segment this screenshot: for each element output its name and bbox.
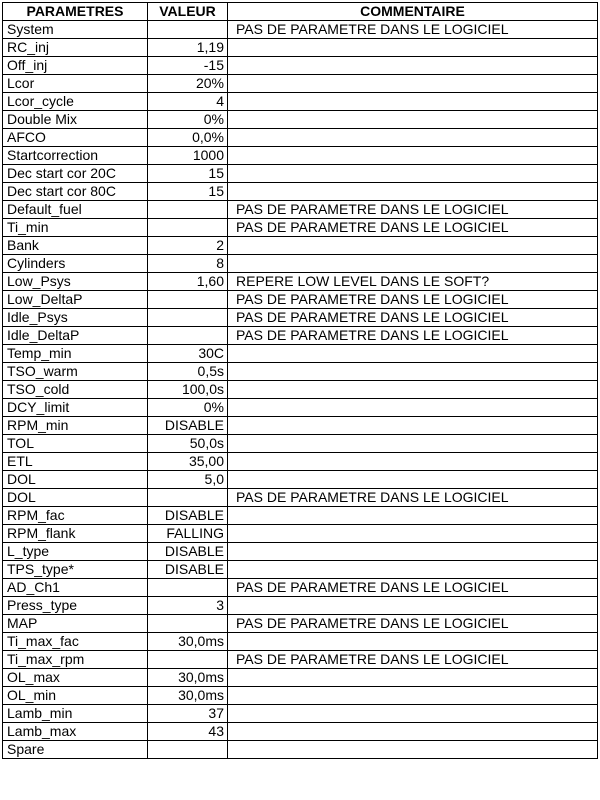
parameter-cell: AFCO	[3, 129, 148, 147]
value-cell	[148, 651, 228, 669]
parameter-cell: Double Mix	[3, 111, 148, 129]
value-cell: 20%	[148, 75, 228, 93]
comment-cell: PAS DE PARAMETRE DANS LE LOGICIEL	[228, 291, 598, 309]
value-cell	[148, 579, 228, 597]
header-commentaire: COMMENTAIRE	[228, 3, 598, 21]
parameter-cell: DOL	[3, 489, 148, 507]
value-cell: 30,0ms	[148, 669, 228, 687]
value-cell: -15	[148, 57, 228, 75]
parameter-cell: Press_type	[3, 597, 148, 615]
parameter-cell: Idle_DeltaP	[3, 327, 148, 345]
table-row	[3, 687, 598, 705]
comment-cell	[228, 723, 598, 741]
parameter-cell: OL_max	[3, 669, 148, 687]
value-cell	[148, 219, 228, 237]
comment-cell	[228, 75, 598, 93]
value-cell: 2	[148, 237, 228, 255]
table-row	[3, 273, 598, 291]
parameter-cell: Lamb_max	[3, 723, 148, 741]
table-row	[3, 633, 598, 651]
table-row	[3, 21, 598, 39]
comment-cell	[228, 417, 598, 435]
parameter-cell: Ti_max_rpm	[3, 651, 148, 669]
comment-cell	[228, 597, 598, 615]
value-cell: 1,60	[148, 273, 228, 291]
table-row	[3, 597, 598, 615]
comment-cell	[228, 507, 598, 525]
value-cell: 0,0%	[148, 129, 228, 147]
parameter-cell: DCY_limit	[3, 399, 148, 417]
parameter-cell: Low_DeltaP	[3, 291, 148, 309]
value-cell	[148, 327, 228, 345]
table-row	[3, 435, 598, 453]
value-cell: 3	[148, 597, 228, 615]
value-cell: 1,19	[148, 39, 228, 57]
comment-cell	[228, 453, 598, 471]
table-row	[3, 453, 598, 471]
value-cell: DISABLE	[148, 417, 228, 435]
value-cell: 30,0ms	[148, 687, 228, 705]
comment-cell: PAS DE PARAMETRE DANS LE LOGICIEL	[228, 489, 598, 507]
parameter-cell: RPM_fac	[3, 507, 148, 525]
parameter-cell: Cylinders	[3, 255, 148, 273]
comment-cell	[228, 165, 598, 183]
parameter-cell: Ti_max_fac	[3, 633, 148, 651]
value-cell: 5,0	[148, 471, 228, 489]
parameter-cell: Off_inj	[3, 57, 148, 75]
parameter-cell: OL_min	[3, 687, 148, 705]
comment-cell	[228, 363, 598, 381]
parameter-cell: L_type	[3, 543, 148, 561]
comment-cell: REPERE LOW LEVEL DANS LE SOFT?	[228, 273, 598, 291]
table-row	[3, 489, 598, 507]
comment-cell	[228, 435, 598, 453]
parameter-cell: Low_Psys	[3, 273, 148, 291]
comment-cell: PAS DE PARAMETRE DANS LE LOGICIEL	[228, 21, 598, 39]
header-valeur: VALEUR	[148, 3, 228, 21]
table-row	[3, 525, 598, 543]
parameter-cell: RC_inj	[3, 39, 148, 57]
value-cell: 0,5s	[148, 363, 228, 381]
parameter-cell: TSO_warm	[3, 363, 148, 381]
comment-cell	[228, 39, 598, 57]
value-cell: 15	[148, 183, 228, 201]
parameter-cell: Temp_min	[3, 345, 148, 363]
table-row	[3, 543, 598, 561]
table-row	[3, 165, 598, 183]
parameter-cell: TPS_type*	[3, 561, 148, 579]
table-row	[3, 615, 598, 633]
table-row	[3, 507, 598, 525]
table-row	[3, 651, 598, 669]
value-cell: 30C	[148, 345, 228, 363]
table-row	[3, 327, 598, 345]
table-row	[3, 669, 598, 687]
parameter-cell: Dec start cor 20C	[3, 165, 148, 183]
comment-cell	[228, 237, 598, 255]
comment-cell	[228, 111, 598, 129]
comment-cell	[228, 705, 598, 723]
comment-cell	[228, 147, 598, 165]
parameter-cell: Lcor_cycle	[3, 93, 148, 111]
comment-cell	[228, 255, 598, 273]
value-cell: 50,0s	[148, 435, 228, 453]
comment-cell	[228, 561, 598, 579]
parameter-cell: DOL	[3, 471, 148, 489]
table-row	[3, 129, 598, 147]
parameters-table	[2, 2, 598, 759]
comment-cell	[228, 399, 598, 417]
value-cell: FALLING	[148, 525, 228, 543]
table-row	[3, 579, 598, 597]
value-cell: 0%	[148, 111, 228, 129]
parameter-cell: ETL	[3, 453, 148, 471]
value-cell: DISABLE	[148, 543, 228, 561]
comment-cell: PAS DE PARAMETRE DANS LE LOGICIEL	[228, 615, 598, 633]
value-cell: 35,00	[148, 453, 228, 471]
comment-cell	[228, 633, 598, 651]
comment-cell: PAS DE PARAMETRE DANS LE LOGICIEL	[228, 309, 598, 327]
table-row	[3, 237, 598, 255]
value-cell: DISABLE	[148, 561, 228, 579]
comment-cell	[228, 93, 598, 111]
comment-cell	[228, 669, 598, 687]
comment-cell	[228, 543, 598, 561]
parameter-cell: TOL	[3, 435, 148, 453]
table-row	[3, 723, 598, 741]
value-cell	[148, 201, 228, 219]
parameter-cell: Idle_Psys	[3, 309, 148, 327]
parameter-cell: Lamb_min	[3, 705, 148, 723]
header-parametres: PARAMETRES	[3, 3, 148, 21]
table-row	[3, 309, 598, 327]
table-row	[3, 561, 598, 579]
parameter-cell: Startcorrection	[3, 147, 148, 165]
table-row	[3, 255, 598, 273]
table-row	[3, 147, 598, 165]
comment-cell: PAS DE PARAMETRE DANS LE LOGICIEL	[228, 201, 598, 219]
table-row	[3, 381, 598, 399]
table-row	[3, 201, 598, 219]
table-row	[3, 93, 598, 111]
value-cell: 1000	[148, 147, 228, 165]
table-body	[3, 21, 598, 759]
table-row	[3, 219, 598, 237]
value-cell	[148, 615, 228, 633]
value-cell: 0%	[148, 399, 228, 417]
value-cell	[148, 741, 228, 759]
table-row	[3, 39, 598, 57]
comment-cell	[228, 183, 598, 201]
parameter-cell: AD_Ch1	[3, 579, 148, 597]
table-row	[3, 417, 598, 435]
comment-cell: PAS DE PARAMETRE DANS LE LOGICIEL	[228, 651, 598, 669]
comment-cell	[228, 57, 598, 75]
comment-cell	[228, 471, 598, 489]
table-row	[3, 363, 598, 381]
table-row	[3, 75, 598, 93]
parameter-cell: Bank	[3, 237, 148, 255]
comment-cell	[228, 381, 598, 399]
parameter-cell: MAP	[3, 615, 148, 633]
parameter-cell: Ti_min	[3, 219, 148, 237]
value-cell	[148, 489, 228, 507]
comment-cell: PAS DE PARAMETRE DANS LE LOGICIEL	[228, 327, 598, 345]
value-cell: 37	[148, 705, 228, 723]
value-cell: DISABLE	[148, 507, 228, 525]
table-row	[3, 183, 598, 201]
parameter-cell: System	[3, 21, 148, 39]
parameter-cell: Default_fuel	[3, 201, 148, 219]
parameter-cell: RPM_min	[3, 417, 148, 435]
header-row	[3, 3, 598, 21]
comment-cell: PAS DE PARAMETRE DANS LE LOGICIEL	[228, 219, 598, 237]
parameter-cell: Spare	[3, 741, 148, 759]
parameter-cell: TSO_cold	[3, 381, 148, 399]
comment-cell	[228, 687, 598, 705]
value-cell: 100,0s	[148, 381, 228, 399]
value-cell: 15	[148, 165, 228, 183]
comment-cell	[228, 129, 598, 147]
comment-cell: PAS DE PARAMETRE DANS LE LOGICIEL	[228, 579, 598, 597]
value-cell: 43	[148, 723, 228, 741]
table-row	[3, 705, 598, 723]
comment-cell	[228, 525, 598, 543]
table-row	[3, 471, 598, 489]
table-row	[3, 291, 598, 309]
parameter-cell: Lcor	[3, 75, 148, 93]
comment-cell	[228, 741, 598, 759]
value-cell: 8	[148, 255, 228, 273]
table-row	[3, 345, 598, 363]
table-row	[3, 111, 598, 129]
value-cell	[148, 21, 228, 39]
table-row	[3, 57, 598, 75]
table-row	[3, 399, 598, 417]
value-cell	[148, 309, 228, 327]
value-cell	[148, 291, 228, 309]
value-cell: 30,0ms	[148, 633, 228, 651]
parameter-cell: RPM_flank	[3, 525, 148, 543]
value-cell: 4	[148, 93, 228, 111]
comment-cell	[228, 345, 598, 363]
table-row	[3, 741, 598, 759]
parameter-cell: Dec start cor 80C	[3, 183, 148, 201]
